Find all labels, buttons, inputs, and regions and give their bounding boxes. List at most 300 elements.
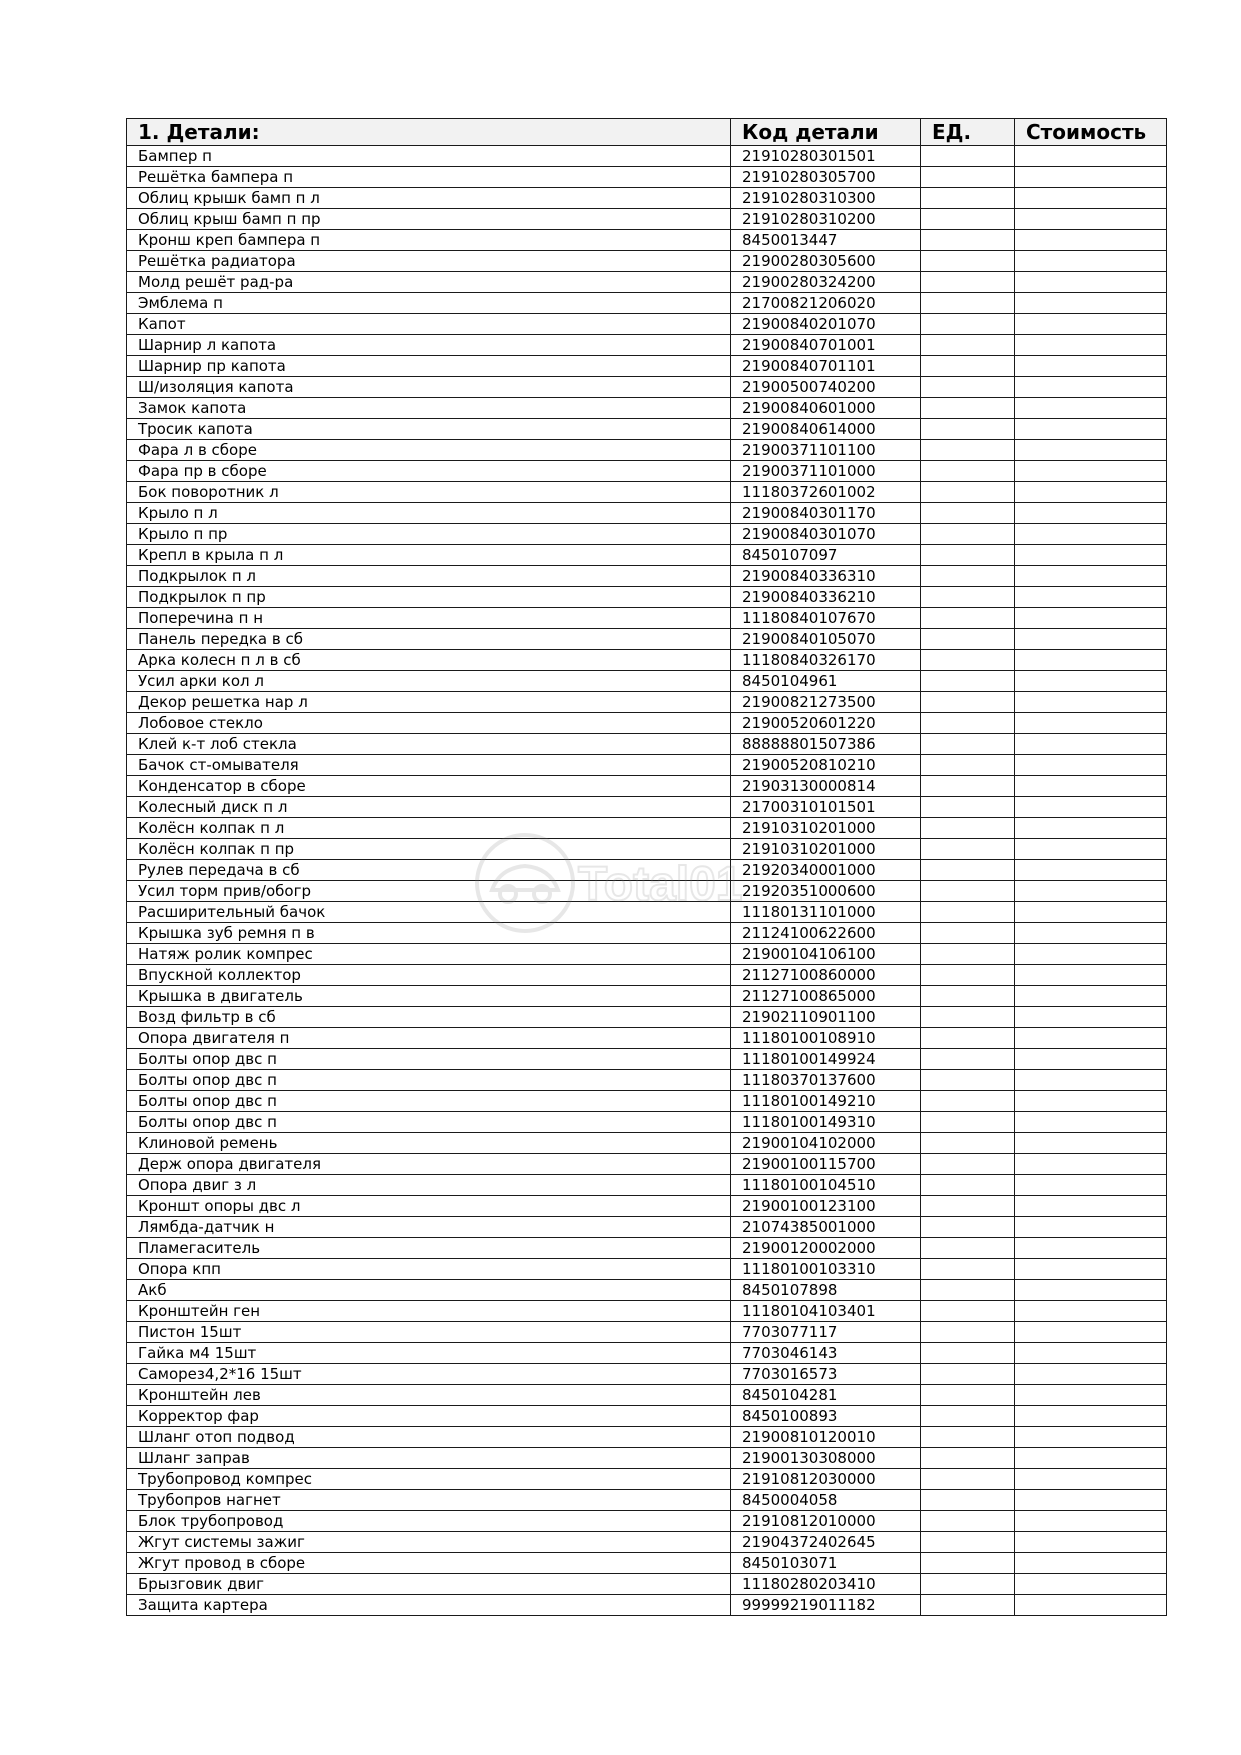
cost-cell [1015, 902, 1167, 923]
table-row [127, 524, 1167, 545]
table-row [127, 1574, 1167, 1595]
cost-cell [1015, 356, 1167, 377]
table-row [127, 713, 1167, 734]
table-row [127, 1175, 1167, 1196]
table-row [127, 608, 1167, 629]
part-name-cell: Конденсатор в сборе [127, 776, 731, 797]
cost-cell [1015, 482, 1167, 503]
part-name-cell: Панель передка в сб [127, 629, 731, 650]
cost-cell [1015, 839, 1167, 860]
parts-sheet [126, 118, 1166, 1616]
unit-cell [921, 1427, 1015, 1448]
unit-cell [921, 1154, 1015, 1175]
table-row [127, 1301, 1167, 1322]
unit-cell [921, 1196, 1015, 1217]
part-code-cell: 21903130000814 [731, 776, 921, 797]
cost-cell [1015, 419, 1167, 440]
part-name-cell: Молд решёт рад-ра [127, 272, 731, 293]
cost-cell [1015, 377, 1167, 398]
cost-cell [1015, 1049, 1167, 1070]
table-row [127, 440, 1167, 461]
part-code-cell: 21900280305600 [731, 251, 921, 272]
part-code-cell: 8450107898 [731, 1280, 921, 1301]
part-code-cell: 21900371101100 [731, 440, 921, 461]
table-row [127, 860, 1167, 881]
unit-cell [921, 1364, 1015, 1385]
unit-cell [921, 503, 1015, 524]
unit-cell [921, 1217, 1015, 1238]
cost-cell [1015, 545, 1167, 566]
part-code-cell: 21900840201070 [731, 314, 921, 335]
part-name-cell: Кронштейн ген [127, 1301, 731, 1322]
unit-cell [921, 524, 1015, 545]
part-code-cell: 21920340001000 [731, 860, 921, 881]
part-name-cell: Пистон 15шт [127, 1322, 731, 1343]
unit-cell [921, 1553, 1015, 1574]
table-row [127, 1532, 1167, 1553]
part-code-cell: 21900840301070 [731, 524, 921, 545]
unit-cell [921, 671, 1015, 692]
header-cost: Стоимость [1015, 119, 1167, 146]
table-row [127, 1070, 1167, 1091]
table-row [127, 1595, 1167, 1616]
part-name-cell: Возд фильтр в сб [127, 1007, 731, 1028]
unit-cell [921, 839, 1015, 860]
part-name-cell: Шарнир пр капота [127, 356, 731, 377]
part-name-cell: Корректор фар [127, 1406, 731, 1427]
cost-cell [1015, 314, 1167, 335]
part-name-cell: Клей к-т лоб стекла [127, 734, 731, 755]
unit-cell [921, 356, 1015, 377]
part-name-cell: Трубопров нагнет [127, 1490, 731, 1511]
unit-cell [921, 1385, 1015, 1406]
unit-cell [921, 587, 1015, 608]
cost-cell [1015, 293, 1167, 314]
part-code-cell: 21900821273500 [731, 692, 921, 713]
unit-cell [921, 881, 1015, 902]
cost-cell [1015, 1070, 1167, 1091]
part-code-cell: 11180280203410 [731, 1574, 921, 1595]
unit-cell [921, 755, 1015, 776]
part-name-cell: Брызговик двиг [127, 1574, 731, 1595]
cost-cell [1015, 524, 1167, 545]
table-row [127, 545, 1167, 566]
part-code-cell: 21900104102000 [731, 1133, 921, 1154]
table-row [127, 272, 1167, 293]
part-code-cell: 21900810120010 [731, 1427, 921, 1448]
unit-cell [921, 440, 1015, 461]
part-name-cell: Опора двиг з л [127, 1175, 731, 1196]
part-name-cell: Кронш креп бампера п [127, 230, 731, 251]
table-row [127, 881, 1167, 902]
cost-cell [1015, 1091, 1167, 1112]
unit-cell [921, 188, 1015, 209]
unit-cell [921, 251, 1015, 272]
cost-cell [1015, 1322, 1167, 1343]
cost-cell [1015, 986, 1167, 1007]
table-row [127, 1154, 1167, 1175]
table-row [127, 1238, 1167, 1259]
cost-cell [1015, 335, 1167, 356]
table-row [127, 419, 1167, 440]
cost-cell [1015, 272, 1167, 293]
part-name-cell: Кроншт опоры двс л [127, 1196, 731, 1217]
unit-cell [921, 986, 1015, 1007]
table-row [127, 230, 1167, 251]
cost-cell [1015, 692, 1167, 713]
unit-cell [921, 1574, 1015, 1595]
table-row [127, 1280, 1167, 1301]
unit-cell [921, 461, 1015, 482]
part-code-cell: 21910310201000 [731, 839, 921, 860]
unit-cell [921, 1406, 1015, 1427]
table-row [127, 587, 1167, 608]
part-code-cell: 11180840107670 [731, 608, 921, 629]
table-row [127, 1553, 1167, 1574]
unit-cell [921, 1469, 1015, 1490]
part-code-cell: 11180100103310 [731, 1259, 921, 1280]
unit-cell [921, 335, 1015, 356]
cost-cell [1015, 1301, 1167, 1322]
cost-cell [1015, 1574, 1167, 1595]
table-row [127, 923, 1167, 944]
cost-cell [1015, 1175, 1167, 1196]
cost-cell [1015, 167, 1167, 188]
part-name-cell: Пламегаситель [127, 1238, 731, 1259]
unit-cell [921, 293, 1015, 314]
part-code-cell: 21900840336310 [731, 566, 921, 587]
cost-cell [1015, 1511, 1167, 1532]
part-name-cell: Клиновой ремень [127, 1133, 731, 1154]
part-code-cell: 21900520601220 [731, 713, 921, 734]
part-name-cell: Колёсн колпак п пр [127, 839, 731, 860]
unit-cell [921, 1322, 1015, 1343]
unit-cell [921, 1490, 1015, 1511]
part-name-cell: Болты опор двс п [127, 1091, 731, 1112]
part-name-cell: Кронштейн лев [127, 1385, 731, 1406]
unit-cell [921, 1133, 1015, 1154]
part-code-cell: 11180840326170 [731, 650, 921, 671]
part-name-cell: Облиц крыш бамп п пр [127, 209, 731, 230]
unit-cell [921, 146, 1015, 167]
part-name-cell: Подкрылок п пр [127, 587, 731, 608]
part-code-cell: 11180100149924 [731, 1049, 921, 1070]
cost-cell [1015, 1343, 1167, 1364]
part-code-cell: 7703016573 [731, 1364, 921, 1385]
part-name-cell: Впускной коллектор [127, 965, 731, 986]
cost-cell [1015, 1553, 1167, 1574]
cost-cell [1015, 146, 1167, 167]
unit-cell [921, 860, 1015, 881]
unit-cell [921, 1343, 1015, 1364]
unit-cell [921, 902, 1015, 923]
part-name-cell: Лобовое стекло [127, 713, 731, 734]
unit-cell [921, 650, 1015, 671]
part-code-cell: 88888801507386 [731, 734, 921, 755]
cost-cell [1015, 1406, 1167, 1427]
part-code-cell: 21900100115700 [731, 1154, 921, 1175]
part-name-cell: Колёсн колпак п л [127, 818, 731, 839]
part-code-cell: 21900280324200 [731, 272, 921, 293]
part-code-cell: 11180372601002 [731, 482, 921, 503]
header-row [127, 119, 1167, 146]
part-name-cell: Эмблема п [127, 293, 731, 314]
table-row [127, 1511, 1167, 1532]
unit-cell [921, 776, 1015, 797]
part-code-cell: 21900840601000 [731, 398, 921, 419]
table-row [127, 797, 1167, 818]
part-code-cell: 21900840701101 [731, 356, 921, 377]
table-body [127, 146, 1167, 1616]
part-code-cell: 21900104106100 [731, 944, 921, 965]
table-row [127, 1364, 1167, 1385]
cost-cell [1015, 629, 1167, 650]
unit-cell [921, 419, 1015, 440]
table-row [127, 461, 1167, 482]
cost-cell [1015, 1238, 1167, 1259]
table-row [127, 986, 1167, 1007]
unit-cell [921, 398, 1015, 419]
unit-cell [921, 1049, 1015, 1070]
table-row [127, 398, 1167, 419]
part-code-cell: 21900371101000 [731, 461, 921, 482]
cost-cell [1015, 1259, 1167, 1280]
table-row [127, 1028, 1167, 1049]
table-row [127, 482, 1167, 503]
cost-cell [1015, 1364, 1167, 1385]
unit-cell [921, 797, 1015, 818]
part-code-cell: 21900840301170 [731, 503, 921, 524]
unit-cell [921, 1238, 1015, 1259]
table-row [127, 1217, 1167, 1238]
part-code-cell: 21900840336210 [731, 587, 921, 608]
part-code-cell: 21127100865000 [731, 986, 921, 1007]
cost-cell [1015, 713, 1167, 734]
cost-cell [1015, 587, 1167, 608]
unit-cell [921, 545, 1015, 566]
part-code-cell: 99999219011182 [731, 1595, 921, 1616]
unit-cell [921, 1259, 1015, 1280]
header-part-code: Код детали [731, 119, 921, 146]
part-name-cell: Облиц крышк бамп п л [127, 188, 731, 209]
part-code-cell: 21900520810210 [731, 755, 921, 776]
cost-cell [1015, 650, 1167, 671]
part-code-cell: 21910812010000 [731, 1511, 921, 1532]
table-row [127, 356, 1167, 377]
table-row [127, 671, 1167, 692]
part-name-cell: Фара пр в сборе [127, 461, 731, 482]
part-code-cell: 21700310101501 [731, 797, 921, 818]
part-name-cell: Жгут провод в сборе [127, 1553, 731, 1574]
part-name-cell: Подкрылок п л [127, 566, 731, 587]
unit-cell [921, 1448, 1015, 1469]
cost-cell [1015, 1532, 1167, 1553]
part-code-cell: 21074385001000 [731, 1217, 921, 1238]
part-name-cell: Болты опор двс п [127, 1049, 731, 1070]
cost-cell [1015, 1385, 1167, 1406]
table-row [127, 1259, 1167, 1280]
cost-cell [1015, 440, 1167, 461]
unit-cell [921, 1028, 1015, 1049]
table-row [127, 965, 1167, 986]
cost-cell [1015, 965, 1167, 986]
part-name-cell: Решётка радиатора [127, 251, 731, 272]
table-row [127, 1427, 1167, 1448]
part-code-cell: 7703046143 [731, 1343, 921, 1364]
watermark-text: Total01 [578, 858, 743, 911]
part-name-cell: Расширительный бачок [127, 902, 731, 923]
table-row [127, 818, 1167, 839]
part-name-cell: Декор решетка нар л [127, 692, 731, 713]
part-code-cell: 11180370137600 [731, 1070, 921, 1091]
cost-cell [1015, 944, 1167, 965]
unit-cell [921, 1301, 1015, 1322]
unit-cell [921, 1175, 1015, 1196]
unit-cell [921, 944, 1015, 965]
table-row [127, 692, 1167, 713]
part-name-cell: Блок трубопровод [127, 1511, 731, 1532]
part-name-cell: Акб [127, 1280, 731, 1301]
table-row [127, 335, 1167, 356]
unit-cell [921, 692, 1015, 713]
part-name-cell: Фара л в сборе [127, 440, 731, 461]
unit-cell [921, 1595, 1015, 1616]
unit-cell [921, 377, 1015, 398]
part-code-cell: 8450013447 [731, 230, 921, 251]
cost-cell [1015, 1196, 1167, 1217]
unit-cell [921, 566, 1015, 587]
part-name-cell: Опора двигателя п [127, 1028, 731, 1049]
table-row [127, 209, 1167, 230]
part-name-cell: Гайка м4 15шт [127, 1343, 731, 1364]
table-row [127, 1196, 1167, 1217]
table-row [127, 1322, 1167, 1343]
table-row [127, 734, 1167, 755]
part-code-cell: 11180100149310 [731, 1112, 921, 1133]
unit-cell [921, 629, 1015, 650]
part-name-cell: Рулев передача в сб [127, 860, 731, 881]
table-row [127, 1448, 1167, 1469]
part-code-cell: 8450104961 [731, 671, 921, 692]
unit-cell [921, 713, 1015, 734]
part-code-cell: 21920351000600 [731, 881, 921, 902]
part-code-cell: 21910280310300 [731, 188, 921, 209]
cost-cell [1015, 797, 1167, 818]
cost-cell [1015, 1448, 1167, 1469]
part-code-cell: 8450004058 [731, 1490, 921, 1511]
unit-cell [921, 230, 1015, 251]
unit-cell [921, 167, 1015, 188]
part-name-cell: Крышка в двигатель [127, 986, 731, 1007]
part-name-cell: Крышка зуб ремня п в [127, 923, 731, 944]
table-row [127, 902, 1167, 923]
cost-cell [1015, 1112, 1167, 1133]
unit-cell [921, 1280, 1015, 1301]
cost-cell [1015, 1007, 1167, 1028]
part-name-cell: Арка колесн п л в сб [127, 650, 731, 671]
part-code-cell: 21910812030000 [731, 1469, 921, 1490]
cost-cell [1015, 209, 1167, 230]
table-row [127, 1469, 1167, 1490]
cost-cell [1015, 860, 1167, 881]
table-row [127, 167, 1167, 188]
table-row [127, 650, 1167, 671]
part-name-cell: Шарнир л капота [127, 335, 731, 356]
unit-cell [921, 209, 1015, 230]
cost-cell [1015, 608, 1167, 629]
cost-cell [1015, 566, 1167, 587]
part-code-cell: 11180100104510 [731, 1175, 921, 1196]
cost-cell [1015, 1133, 1167, 1154]
table-row [127, 839, 1167, 860]
parts-table [126, 118, 1167, 1616]
unit-cell [921, 965, 1015, 986]
part-name-cell: Поперечина п н [127, 608, 731, 629]
unit-cell [921, 734, 1015, 755]
cost-cell [1015, 671, 1167, 692]
part-name-cell: Лямбда-датчик н [127, 1217, 731, 1238]
table-row [127, 314, 1167, 335]
unit-cell [921, 608, 1015, 629]
unit-cell [921, 1532, 1015, 1553]
unit-cell [921, 1070, 1015, 1091]
unit-cell [921, 482, 1015, 503]
table-row [127, 1343, 1167, 1364]
cost-cell [1015, 1280, 1167, 1301]
unit-cell [921, 1007, 1015, 1028]
table-row [127, 1112, 1167, 1133]
part-code-cell: 21900100123100 [731, 1196, 921, 1217]
part-name-cell: Болты опор двс п [127, 1070, 731, 1091]
cost-cell [1015, 503, 1167, 524]
part-name-cell: Бачок ст-омывателя [127, 755, 731, 776]
part-code-cell: 8450100893 [731, 1406, 921, 1427]
part-code-cell: 21910280310200 [731, 209, 921, 230]
cost-cell [1015, 881, 1167, 902]
table-row [127, 1049, 1167, 1070]
part-code-cell: 8450107097 [731, 545, 921, 566]
cost-cell [1015, 776, 1167, 797]
part-name-cell: Крепл в крыла п л [127, 545, 731, 566]
part-code-cell: 21902110901100 [731, 1007, 921, 1028]
unit-cell [921, 1091, 1015, 1112]
table-row [127, 377, 1167, 398]
table-row [127, 755, 1167, 776]
part-code-cell: 8450103071 [731, 1553, 921, 1574]
table-row [127, 251, 1167, 272]
part-name-cell: Шланг отоп подвод [127, 1427, 731, 1448]
table-row [127, 629, 1167, 650]
table-row [127, 944, 1167, 965]
table-row [127, 188, 1167, 209]
part-name-cell: Усил торм прив/обогр [127, 881, 731, 902]
cost-cell [1015, 1154, 1167, 1175]
unit-cell [921, 314, 1015, 335]
part-code-cell: 21900840701001 [731, 335, 921, 356]
cost-cell [1015, 923, 1167, 944]
part-name-cell: Ш/изоляция капота [127, 377, 731, 398]
part-code-cell: 21900130308000 [731, 1448, 921, 1469]
part-code-cell: 11180104103401 [731, 1301, 921, 1322]
part-name-cell: Шланг заправ [127, 1448, 731, 1469]
table-row [127, 566, 1167, 587]
table-row [127, 1385, 1167, 1406]
part-name-cell: Крыло п пр [127, 524, 731, 545]
part-code-cell: 21904372402645 [731, 1532, 921, 1553]
part-code-cell: 21910280301501 [731, 146, 921, 167]
part-code-cell: 11180100149210 [731, 1091, 921, 1112]
part-name-cell: Капот [127, 314, 731, 335]
